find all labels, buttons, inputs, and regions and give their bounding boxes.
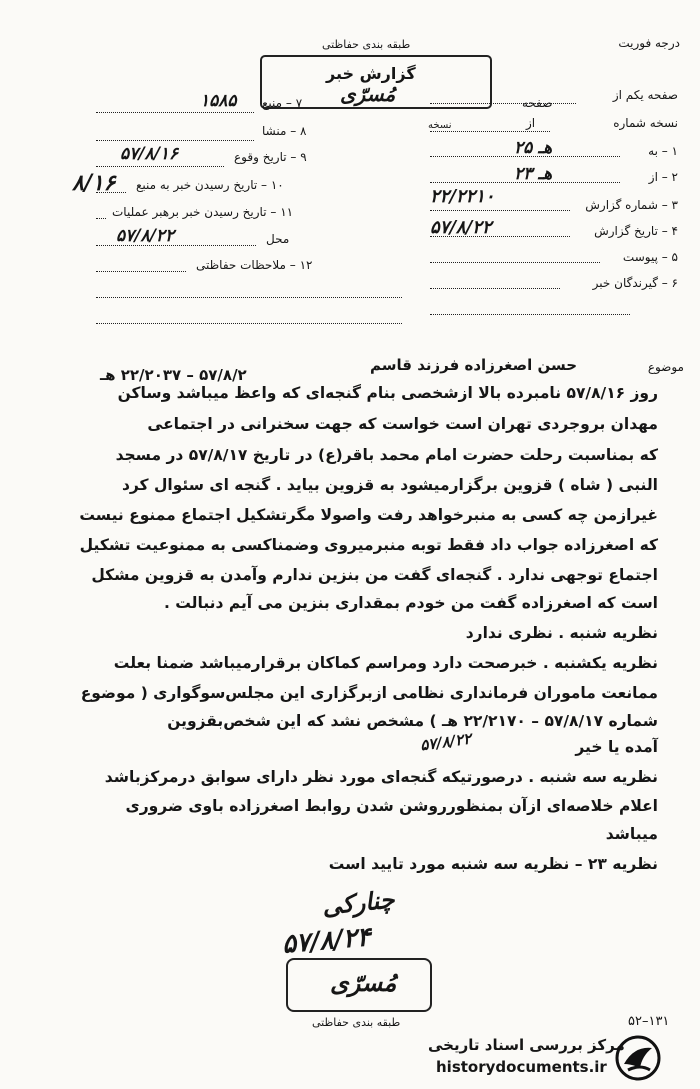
note-tuesday-2: اعلام خلاصه‌ای ازآن بمنظورروشن شدن روابط اصغرزاده باوی ضروری: [125, 797, 658, 815]
from-value: ۲۳ هـ: [514, 164, 553, 184]
center-name: مرکز بررسی اسناد تاریخی: [428, 1036, 625, 1054]
archive-logo-icon: [612, 1034, 664, 1082]
body-line-1: روز ۵۷/۸/۱۶ نامبرده بالا ازشخصی بنام گنجه‌ای که واعظ میباشد وساکن: [117, 384, 658, 402]
classification-label: طبقه بندی حفاظتی: [322, 38, 411, 51]
body-line-8: است که اصغرزاده گفت من خودم بمقداری بنزین می آیم دنبالت .: [163, 594, 658, 612]
body-line-2: مهدان بروجردی تهران است خواست که جهت سخنرانی در اجتماعی: [147, 415, 658, 433]
footer-classification: طبقه بندی حفاظتی: [312, 1016, 401, 1029]
ops-date-label: ۱۱ – تاریخ رسیدن خبر برهبر عملیات: [112, 205, 294, 219]
from-label: ۲ – از: [648, 170, 678, 184]
occurrence-date-label: ۹ – تاریخ وقوع: [234, 150, 307, 164]
note-saturday: نظریه شنبه . نظری ندارد: [465, 624, 658, 642]
note-sunday-4: آمده یا خیر: [575, 738, 658, 756]
location-label: محل: [266, 232, 290, 246]
origin-label: ۸ – منشا: [262, 124, 307, 138]
location-value: ۵۷/۸/۲۲: [116, 226, 175, 246]
recipients-label: ۶ – گیرندگان خبر: [592, 276, 678, 290]
bottom-stamp-text: مُسرّی: [330, 968, 397, 997]
of-label: از: [526, 116, 536, 130]
note-sunday-1: نظریه یکشنبه . خبرصحت دارد ومراسم کماکان برقرارمیباشد ضمنا بعلت: [113, 654, 658, 672]
body-line-3: که بمناسبت رحلت حضرت امام محمد باقر(ع) در تاریخ ۵۷/۸/۱۷ در مسجد: [115, 446, 658, 464]
report-date-label: ۴ – تاریخ گزارش: [594, 224, 678, 238]
doc-code: ۵۲–۱۳۱: [628, 1014, 670, 1029]
note-tuesday-3: میباشد: [605, 825, 658, 843]
note-23: نظریه ۲۳ – نظریه سه شنبه مورد تایید است: [328, 855, 658, 873]
copy-label: نسخه: [428, 120, 452, 131]
source-label: ۷ – منبع: [262, 96, 303, 110]
subject-ref: ۵۷/۸/۲ – ۲۲/۲۰۳۷ هـ: [100, 366, 247, 384]
note-sunday-2: ممانعت ماموران فرمانداری نظامی ازبرگزاری این مجلس‌سوگواری ( موضوع: [80, 684, 658, 702]
copy-number-label: نسخه شماره: [613, 116, 678, 130]
report-stamp-handwritten: مُسرّی: [340, 82, 396, 106]
page-of-label: صفحه یکم از: [612, 88, 678, 102]
note-sunday-3: شماره ۵۷/۸/۱۷ – ۲۲/۲۱۷۰ هـ ) مشخص نشد که این شخص‌بقزوین: [167, 712, 658, 730]
occurrence-date-value: ۵۷/۸/۱۶: [120, 144, 179, 164]
attachment-label: ۵ – پیوست: [622, 250, 678, 264]
report-number-label: ۳ – شماره گزارش: [585, 198, 678, 212]
website: historydocuments.ir: [436, 1058, 607, 1076]
subject-label: موضوع: [647, 360, 684, 374]
to-value: ۲۵ هـ: [514, 138, 553, 158]
report-number-value: ۲۲/۲۲۱۰: [430, 186, 495, 207]
bottom-handwritten-date: ۵۷/۸/۲۴: [280, 922, 372, 960]
margin-handwritten-date: ۵۷/۸/۲۲: [418, 729, 473, 755]
note-tuesday-1: نظریه سه شنبه . درصورتیکه گنجه‌ای مورد نظر دارای سوابق درمرکزباشد: [104, 768, 658, 786]
report-title: گزارش خبر: [326, 64, 416, 83]
received-date-label: ۱۰ – تاریخ رسیدن خبر به منبع: [136, 178, 284, 192]
body-line-5: غیرازمن چه کسی به منبرخواهد رفت واصولا مگرتشکیل اجتماع ممنوع نیست: [79, 506, 658, 524]
body-line-7: اجتماع توجهی ندارد . گنجه‌ای گفت من بنزین ندارم وآمدن به قزوین مشکل: [91, 566, 658, 584]
signature: چنارکی: [320, 884, 396, 921]
body-line-6: که اصغرزاده جواب داد فقط توبه منبرمیروی وضمناکسی به ممنوعیت تشکیل: [79, 536, 658, 554]
urgency-label: درجه فوریت: [618, 36, 680, 50]
report-date-value: ۵۷/۸/۲۲: [430, 217, 492, 238]
security-notes-label: ۱۲ – ملاحظات حفاظتی: [196, 258, 313, 272]
subject-text: حسن اصغرزاده فرزند قاسم: [370, 356, 578, 374]
page-label: صفحه: [522, 96, 553, 110]
body-line-4: النبی ( شاه ) قزوین برگزارمیشود به قزوین بیاید . گنجه ای سئوال کرد: [121, 476, 658, 494]
source-value: ۱۵۸۵: [200, 91, 237, 111]
received-date-value: ۸/۱۶: [72, 170, 116, 196]
to-label: ۱ – به: [648, 144, 678, 158]
